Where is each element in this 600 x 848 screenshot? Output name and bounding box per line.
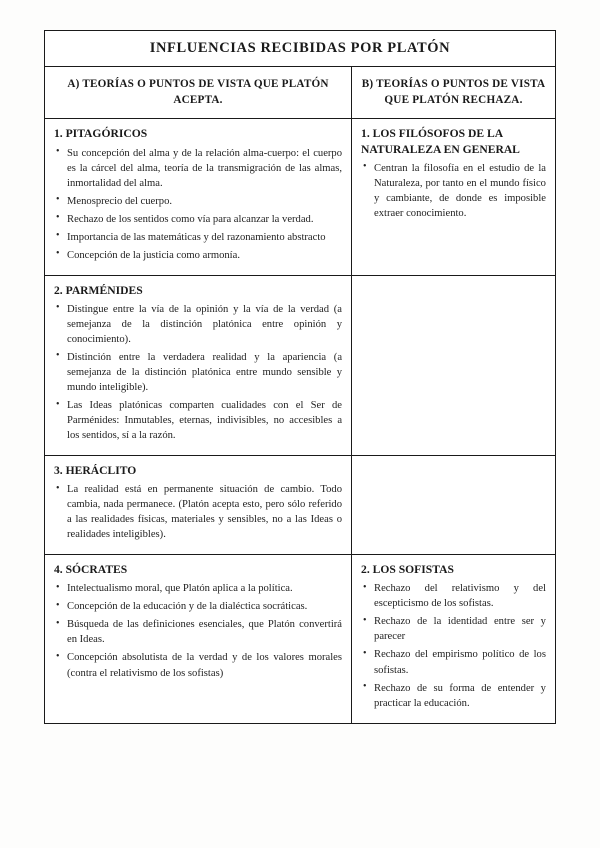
- section-heading: 1. PITAGÓRICOS: [54, 127, 148, 141]
- list-item: • Rechazo de los sentidos como vía para alcanzar la verdad.: [54, 212, 342, 227]
- list-item: • Centran la filosofía en el estudio de la Naturaleza, por tanto en el mundo físico y cambiante, de donde es imposible extraer conocimiento.: [361, 161, 546, 221]
- cell-accepts-2: [45, 276, 352, 455]
- influences-table: [44, 30, 556, 724]
- list-item: • Importancia de las matemáticas y del razonamiento abstracto: [54, 230, 342, 245]
- section-heading: 2. LOS SOFISTAS: [361, 563, 454, 577]
- list-item: • Distinción entre la verdadera realidad y la apariencia (a semejanza de la distinción platónica entre mundo sensible y mundo inteligible).: [54, 350, 342, 395]
- list-item: • Rechazo de la identidad entre ser y parecer: [361, 614, 546, 644]
- section-heading: 2. PARMÉNIDES: [54, 283, 143, 297]
- list-item: • La realidad está en permanente situación de cambio. Todo cambia, nada permanece. (Platón acepta esto, pero sólo referido a las realidades físicas, materiales y sensibles, no a las Ideas o realidades inteligibles).: [54, 482, 342, 542]
- list-item: • Rechazo de su forma de entender y practicar la educación.: [361, 681, 546, 711]
- list-item: • Su concepción del alma y de la relación alma-cuerpo: el cuerpo es la cárcel del alma, teoría de la transmigración de las almas, inmortalidad del alma.: [54, 146, 342, 191]
- list-item: • Intelectualismo moral, que Platón aplica a la política.: [54, 581, 342, 596]
- table-row: [45, 555, 555, 722]
- list-item: • Distingue entre la vía de la opinión y la vía de la verdad (a semejanza de la distinción platónica entre opinión y conocimiento).: [54, 302, 342, 347]
- section-heading: 1. LOS FILÓSOFOS DE LA NATURALEZA EN GENERAL: [361, 127, 520, 156]
- table-header-row: [45, 67, 555, 119]
- section-item-list: [361, 161, 546, 221]
- column-header-accepts: A) TEORÍAS O PUNTOS DE VISTA QUE PLATÓN ACEPTA.: [45, 67, 352, 118]
- cell-rejects-2-empty: [352, 276, 555, 455]
- cell-accepts-3: [45, 456, 352, 554]
- cell-accepts-4: [45, 555, 352, 722]
- list-item: • Búsqueda de las definiciones esenciales, que Platón convertirá en Ideas.: [54, 617, 342, 647]
- section-item-list: [54, 146, 342, 263]
- section-item-list: [54, 302, 342, 443]
- list-item: • Las Ideas platónicas comparten cualidades con el Ser de Parménides: Inmutables, eternas, indivisibles, no accesibles a los sentidos, sí a la razón.: [54, 398, 342, 443]
- list-item: • Concepción de la educación y de la dialéctica socráticas.: [54, 599, 342, 614]
- list-item: • Concepción de la justicia como armonía.: [54, 248, 342, 263]
- page-title: INFLUENCIAS RECIBIDAS POR PLATÓN: [149, 40, 451, 56]
- cell-accepts-1: [45, 119, 352, 274]
- table-row: [45, 456, 555, 555]
- cell-rejects-1: [352, 119, 555, 274]
- list-item: • Rechazo del relativismo y del escepticismo de los sofistas.: [361, 581, 546, 611]
- table-title-row: [45, 31, 555, 67]
- section-heading: 4. SÓCRATES: [54, 563, 128, 577]
- section-item-list: [54, 581, 342, 680]
- list-item: • Menosprecio del cuerpo.: [54, 194, 342, 209]
- list-item: • Rechazo del empirismo político de los sofistas.: [361, 647, 546, 677]
- list-item: • Concepción absolutista de la verdad y de los valores morales (contra el relativismo de los sofistas): [54, 650, 342, 680]
- column-header-rejects: B) TEORÍAS O PUNTOS DE VISTA QUE PLATÓN RECHAZA.: [361, 78, 546, 107]
- table-row: [45, 119, 555, 275]
- section-item-list: [361, 581, 546, 710]
- table-row: [45, 276, 555, 456]
- section-item-list: [54, 482, 342, 542]
- cell-rejects-3-empty: [352, 456, 555, 554]
- section-heading: 3. HERÁCLITO: [54, 464, 137, 478]
- cell-rejects-4: [352, 555, 555, 722]
